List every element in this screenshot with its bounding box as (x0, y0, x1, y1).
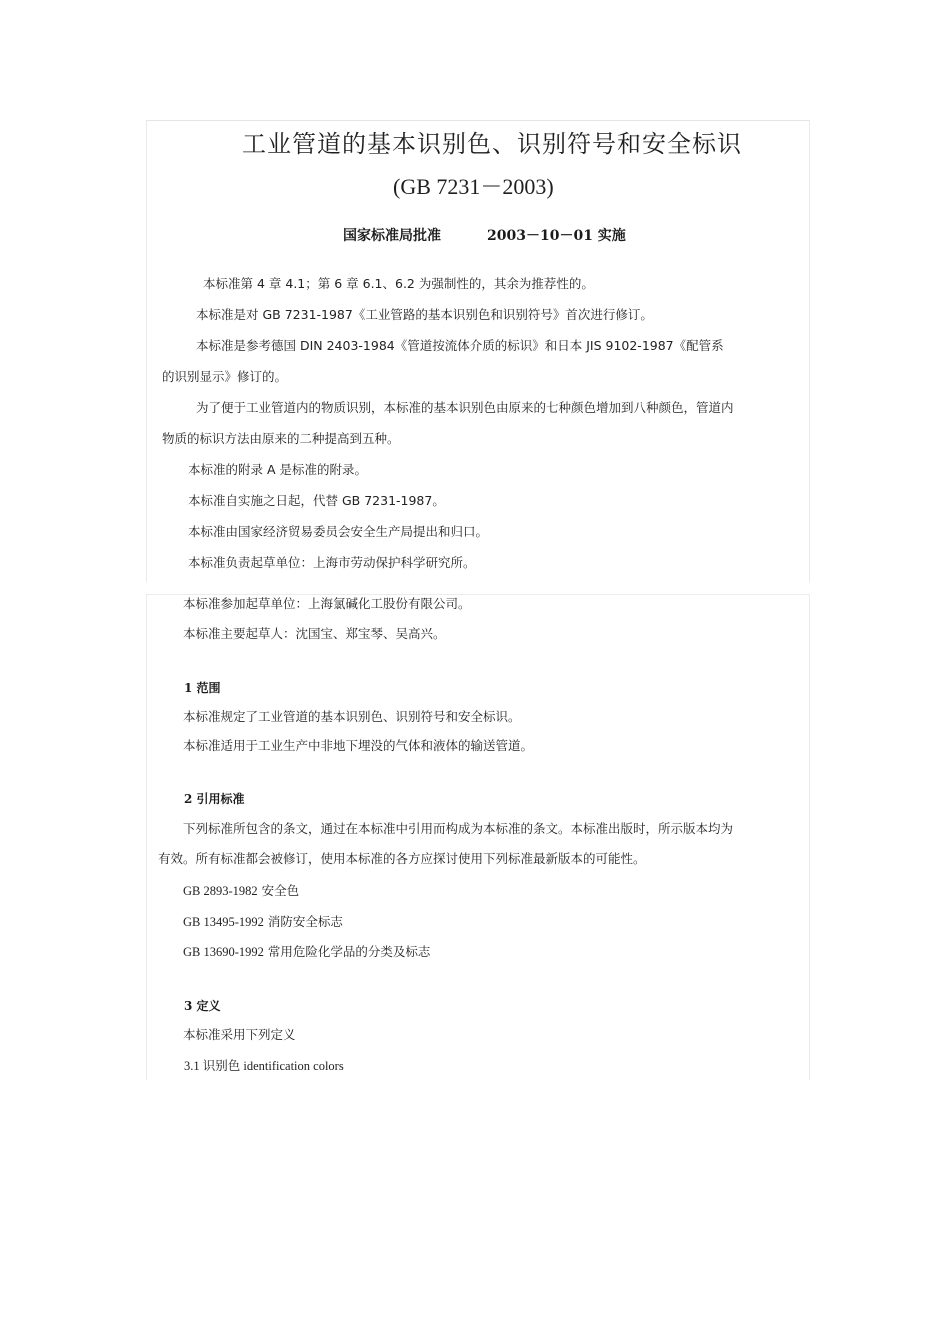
reference-code: GB 13495-1992 (183, 915, 264, 929)
foreword-line: 的识别显示》修订的。 (162, 369, 288, 384)
foreword-line: 本标准是参考德国 DIN 2403-1984《管道按流体介质的标识》和日本 JIS 9102-1987《配管系 (196, 338, 724, 353)
foreword-line: 本标准自实施之日起，代替 GB 7231-1987。 (188, 493, 445, 508)
reference-item (183, 946, 430, 959)
standard-number: (GB 7231－2003) (393, 174, 554, 199)
reference-item (183, 885, 299, 898)
foreword-line: 为了便于工业管道内的物质识别，本标准的基本识别色由原来的七种颜色增加到八种颜色，管道内 (196, 400, 734, 415)
section-text: 有效。所有标准都会被修订，使用本标准的各方应探讨使用下列标准最新版本的可能性。 (158, 851, 646, 866)
reference-code: GB 2893-1982 (183, 884, 258, 898)
document-title: 工业管道的基本识别色、识别符号和安全标识 (242, 130, 742, 158)
section-heading-scope: 1 范围 (184, 681, 221, 695)
section-text: 本标准规定了工业管道的基本识别色、识别符号和安全标识。 (183, 709, 521, 724)
foreword-line: 本标准第 4 章 4.1；第 6 章 6.1、6.2 为强制性的，其余为推荐性的。 (203, 276, 594, 291)
drafting-units: 本标准参加起草单位：上海氯碱化工股份有限公司。 (183, 596, 471, 611)
foreword-line: 本标准负责起草单位：上海市劳动保护科学研究所。 (188, 555, 476, 570)
effective-date: 2003－10－01 实施 (487, 228, 626, 244)
section-text: 本标准采用下列定义 (183, 1027, 296, 1042)
reference-code: GB 13690-1992 (183, 945, 264, 959)
section-heading-definitions: 3 定义 (184, 999, 221, 1013)
document-panel-bottom (146, 594, 810, 1080)
foreword-line: 物质的标识方法由原来的二种提高到五种。 (162, 431, 400, 446)
foreword-line: 本标准由国家经济贸易委员会安全生产局提出和归口。 (188, 524, 489, 539)
reference-item (183, 916, 343, 929)
reference-name: 安全色 (261, 883, 300, 898)
approval-authority: 国家标准局批准 (343, 228, 441, 244)
section-text: 本标准适用于工业生产中非地下埋没的气体和液体的输送管道。 (183, 738, 534, 753)
section-heading-references: 2 引用标准 (184, 792, 245, 806)
reference-name: 消防安全标志 (267, 914, 343, 929)
definition-item: 3.1 识别色 identification colors (184, 1059, 344, 1073)
main-drafters: 本标准主要起草人：沈国宝、郑宝琴、吴高兴。 (183, 626, 446, 641)
foreword-line: 本标准是对 GB 7231-1987《工业管路的基本识别色和识别符号》首次进行修订。 (196, 307, 653, 322)
reference-name: 常用危险化学品的分类及标志 (267, 944, 431, 959)
section-text: 下列标准所包含的条文，通过在本标准中引用而构成为本标准的条文。本标准出版时，所示版本均为 (183, 821, 734, 836)
foreword-line: 本标准的附录 A 是标准的附录。 (188, 462, 367, 477)
